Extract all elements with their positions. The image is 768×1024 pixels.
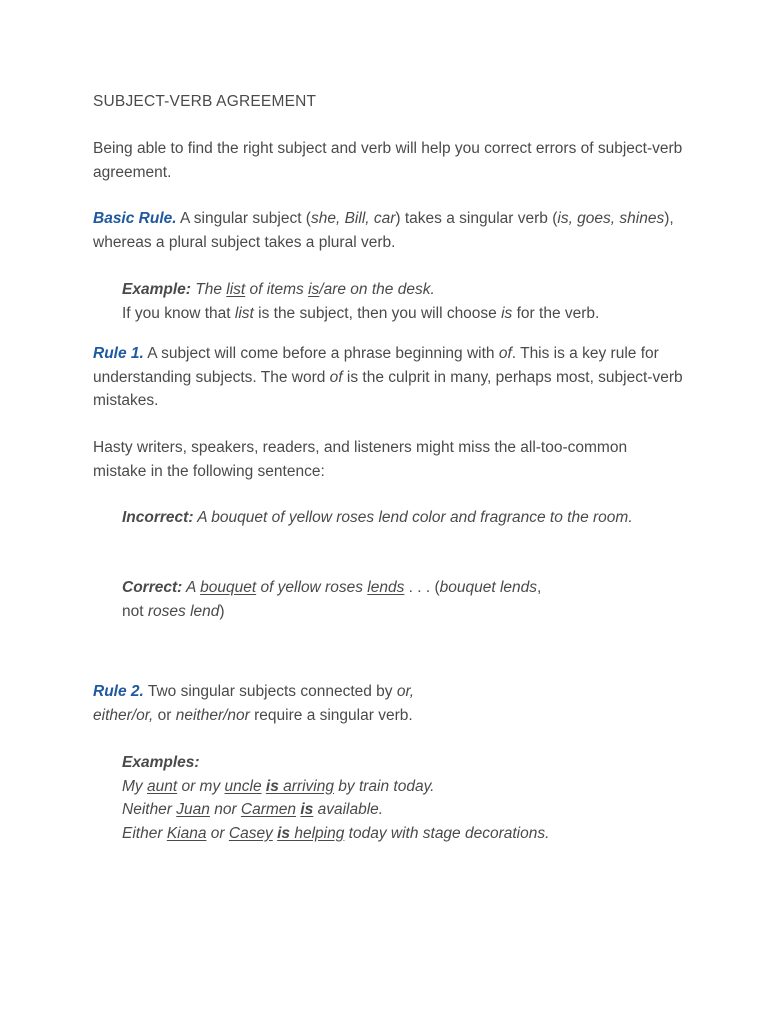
example-line: [122, 278, 683, 302]
italic-run: of: [498, 345, 512, 362]
text-run: or: [153, 706, 176, 724]
italic-run: or,: [396, 683, 415, 700]
text-run: ), whereas a plural subject takes a plural verb.: [93, 210, 674, 251]
intro-paragraph: Being able to find the right subject and verb will help you correct errors of subject-verb agreement.: [93, 140, 683, 181]
text-run: The: [190, 281, 227, 298]
underlined-subject: Casey: [228, 824, 273, 842]
correct-line: [122, 576, 683, 600]
hasty-paragraph: Hasty writers, speakers, readers, and listeners might miss the all-too-common mistake in the following sentence:: [93, 439, 628, 480]
text-run: Either: [122, 824, 167, 842]
underlined-subject: Juan: [176, 801, 210, 818]
rule-2-examples: [122, 751, 683, 845]
text-run: not: [122, 602, 148, 620]
text-run: today with stage decorations.: [344, 824, 550, 842]
underlined-subject: list: [226, 281, 246, 298]
italic-run: is: [501, 304, 513, 322]
text-run: of yellow roses: [256, 579, 368, 596]
text-run: for the verb.: [512, 304, 600, 322]
bold-verb: is: [265, 777, 279, 795]
underlined-verb: is: [308, 281, 320, 298]
text-run: A: [182, 579, 201, 596]
text-run: require a singular verb.: [249, 706, 413, 724]
text-run: Neither: [122, 801, 177, 818]
text-run: is the culprit in many, perhaps most, subject-verb mistakes.: [93, 368, 683, 409]
correct-example: [122, 576, 683, 623]
italic-run: neither/nor: [175, 706, 250, 724]
incorrect-sentence: A bouquet of yellow roses lend color and fragrance to the room.: [193, 509, 633, 526]
text-run: A singular subject (: [176, 210, 311, 227]
bold-verb: is: [277, 824, 291, 842]
underlined-verb: arriving: [278, 777, 334, 795]
text-run: My: [122, 777, 147, 795]
rule-2-line: [93, 680, 683, 704]
underlined-subject: aunt: [146, 777, 178, 795]
basic-example: [122, 278, 683, 325]
underlined-subject: Carmen: [240, 801, 297, 818]
text-run: . This is a key rule for understanding subjects. The word: [93, 345, 659, 386]
example-label: Example:: [122, 281, 191, 298]
text-run: available.: [313, 801, 384, 818]
underlined-subject: bouquet: [200, 579, 257, 596]
example-sentence-1: [122, 775, 683, 799]
text-run: ): [219, 602, 225, 620]
basic-rule-paragraph: [93, 207, 683, 254]
rule-2-line: [93, 704, 683, 728]
bold-verb: is: [300, 801, 314, 818]
text-run: ,: [537, 579, 542, 596]
rule-2-paragraph: [93, 680, 683, 727]
text-run: /are on the desk.: [319, 281, 435, 298]
rule-2-label: Rule 2.: [93, 683, 144, 700]
basic-rule-label: Basic Rule.: [93, 210, 177, 227]
text-run: nor: [209, 801, 241, 818]
example-sentence-2: [122, 798, 683, 822]
italic-run: is, goes, shines: [557, 210, 665, 227]
text-run: ) takes a singular verb (: [395, 210, 558, 227]
text-run: If you know that: [122, 304, 235, 322]
example-explanation: [122, 302, 683, 326]
underlined-subject: uncle: [224, 777, 262, 795]
correct-sentence: [182, 579, 541, 596]
examples-label: Examples:: [122, 754, 200, 771]
correct-label: Correct:: [122, 579, 183, 596]
text-run: A subject will come before a phrase beginning with: [143, 345, 499, 362]
italic-run: either/or,: [93, 706, 154, 724]
italic-run: she, Bill, car: [310, 210, 396, 227]
rule-1-label: Rule 1.: [93, 345, 144, 362]
rule-1-paragraph: [93, 342, 683, 413]
incorrect-example: [122, 506, 683, 530]
underlined-subject: Kiana: [166, 824, 207, 842]
italic-run: list: [234, 304, 254, 322]
italic-run: roses lend: [147, 602, 220, 620]
example-sentence-3: [122, 822, 683, 846]
text-run: or: [206, 824, 229, 842]
text-run: . . . (: [404, 579, 440, 596]
example-sentence: [191, 281, 435, 298]
text-run: of items: [245, 281, 309, 298]
page-title: SUBJECT-VERB AGREEMENT: [93, 93, 317, 110]
correct-explanation: [122, 600, 683, 624]
text-run: or my: [177, 777, 225, 795]
text-run: is the subject, then you will choose: [253, 304, 502, 322]
incorrect-label: Incorrect:: [122, 509, 194, 526]
underlined-verb: helping: [290, 824, 345, 842]
italic-run: of: [329, 368, 343, 386]
italic-run: bouquet lends: [439, 579, 538, 596]
underlined-verb: lends: [367, 579, 405, 596]
text-run: by train today.: [333, 777, 435, 795]
text-run: Two singular subjects connected by: [143, 683, 397, 700]
